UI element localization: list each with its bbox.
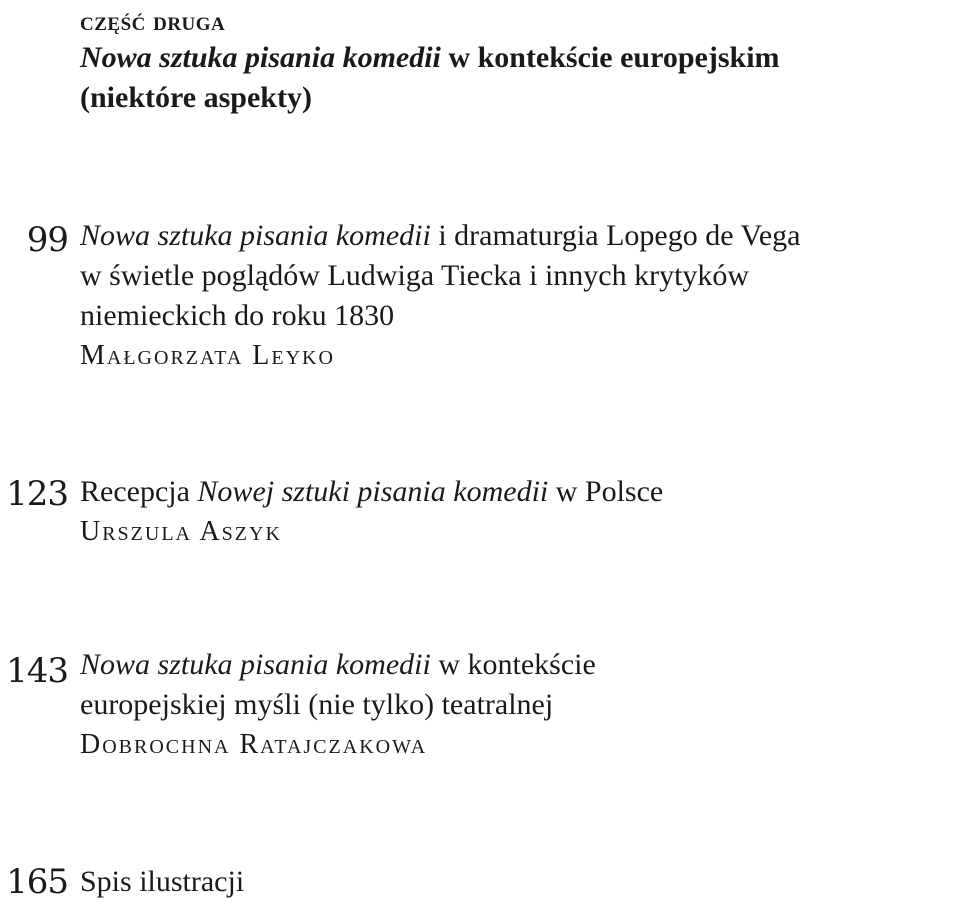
entry-author: Urszula Aszyk: [80, 516, 282, 547]
part-label: część druga: [80, 6, 226, 36]
entry-title-line3: niemieckich do roku 1830: [80, 299, 395, 332]
entry-page-number: 99: [26, 220, 68, 260]
entry-title: [80, 645, 950, 685]
entry-page-number: 165: [6, 862, 68, 902]
entry-page-number: 123: [6, 474, 68, 514]
entry-title: [80, 216, 950, 256]
part-header: [80, 4, 950, 118]
part-title: [80, 38, 950, 78]
entry-body: [80, 645, 950, 765]
entry-title-rest: w Polsce: [548, 475, 664, 508]
entry-author: Małgorzata Leyko: [80, 340, 335, 371]
entry-title-line2: w świetle poglądów Ludwiga Tiecka i innych krytyków: [80, 259, 750, 292]
entry-title-rest: i dramaturgia Lopego de Vega: [430, 219, 801, 252]
entry-author: Dobrochna Ratajczakowa: [80, 729, 428, 760]
entry-page-number: 143: [6, 651, 68, 691]
entry-title-italic: Nowej sztuki pisania komedii: [197, 475, 549, 508]
entry-title-line2: europejskiej myśli (nie tylko) teatralnej: [80, 688, 554, 721]
part-title-italic: Nowa sztuka pisania komedii: [80, 41, 441, 74]
entry-title-italic: Nowa sztuka pisania komedii: [80, 648, 431, 681]
entry-body: [80, 862, 950, 902]
entry-body: [80, 472, 950, 552]
part-title-line2: (niektóre aspekty): [80, 81, 312, 114]
entry-body: [80, 216, 950, 376]
part-title-rest: w kontekście europejskim: [440, 41, 780, 74]
entry-title-pre: Recepcja: [80, 475, 198, 508]
entry-title-rest: w kontekście: [430, 648, 596, 681]
entry-title-italic: Nowa sztuka pisania komedii: [80, 219, 431, 252]
entry-title: Spis ilustracji: [80, 865, 245, 898]
entry-title: [80, 472, 950, 512]
